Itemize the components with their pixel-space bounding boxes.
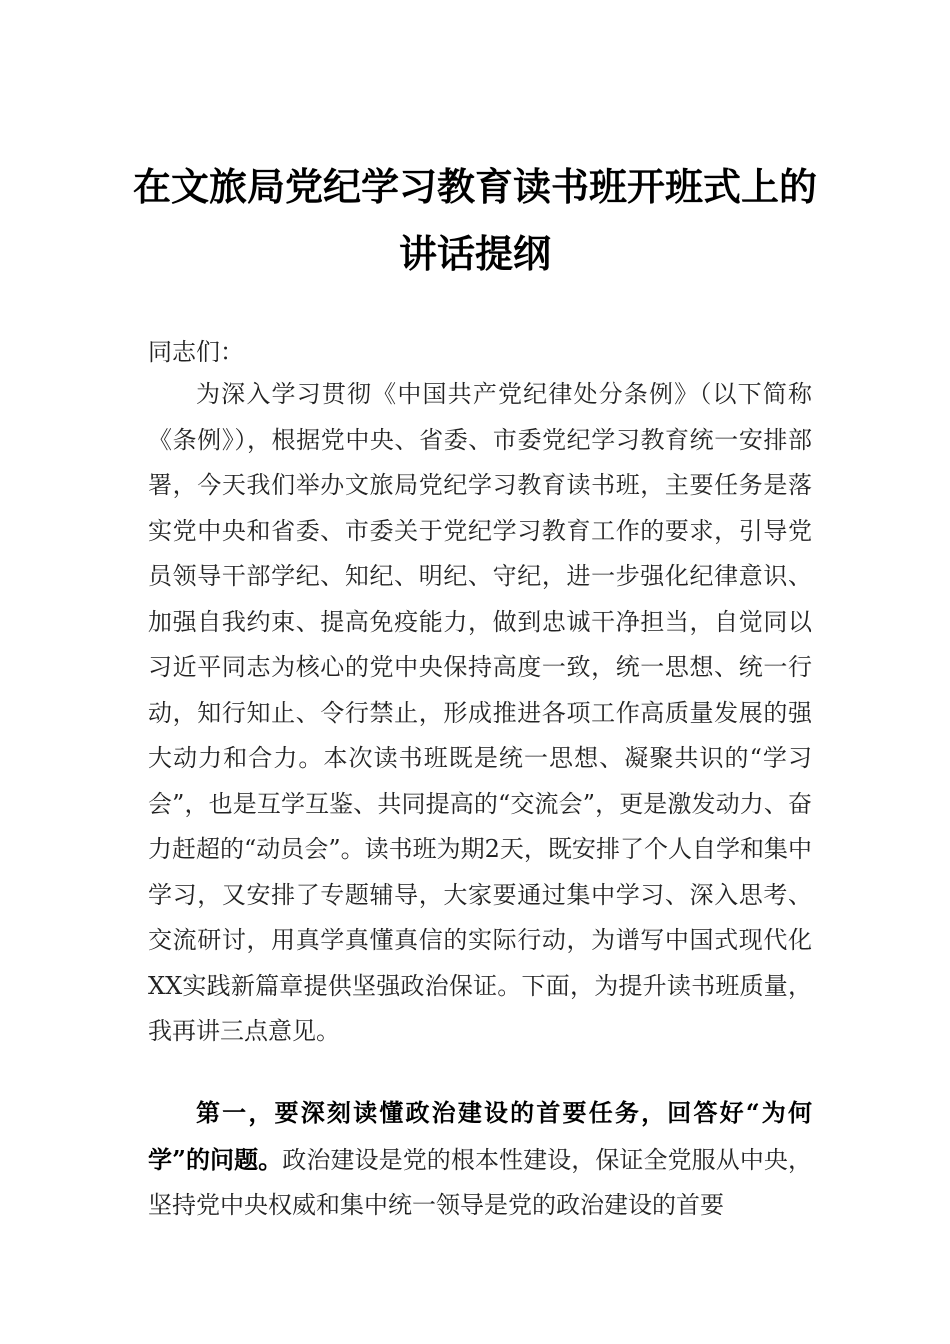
paragraph-intro-text: 为深入学习贯彻《中国共产党纪律处分条例》（以下简称《条例》），根据党中央、省委、市委党纪学习教育统一安排部署，今天我们举办文旅局党纪学习教育读书班，主要任务是落实党中央和省委、市委关于党纪学习教育工作的要求，引导党员领导干部学纪、知纪、明纪、守纪，进一步强化纪律意识、加强自我约束、提高免疫能力，做到忠诚干净担当，自觉同以习近平同志为核心的党中央保持高度一致，统一思想、统一行动，知行知止、令行禁止，形成推进各项工作高质量发展的强大动力和合力。本次读书班既是统一思想、凝聚共识的“学习会”，也是互学互鉴、共同提高的“交流会”，更是激发动力、奋力赶超的“动员会”。读书班为期2天，既安排了个人自学和集中学习，又安排了专题辅导，大家要通过集中学习、深入思考、交流研讨，用真学真懂真信的实际行动，为谱写中国式现代化XX实践新篇章提供坚强政治保证。下面，为提升读书班质量，我再讲三点意见。 [148, 380, 812, 1045]
paragraph-intro [148, 372, 812, 1055]
paragraph-first-point-text: 政治建设是党的根本性建设，保证全党服从中央，坚持党中央权威和集中统一领导是党的政治建设的首要 [148, 1145, 812, 1219]
paragraph-first-point [148, 1090, 812, 1229]
paragraph-first-point-heading: 第一，要深刻读懂政治建设的首要任务，回答好“为何学”的问题。 [148, 1098, 812, 1174]
salutation: 同志们： [148, 338, 244, 366]
document-title-line-2: 讲话提纲 [398, 231, 551, 276]
document-title-line-1: 在文旅局党纪学习教育读书班开班式上的 [132, 164, 817, 209]
